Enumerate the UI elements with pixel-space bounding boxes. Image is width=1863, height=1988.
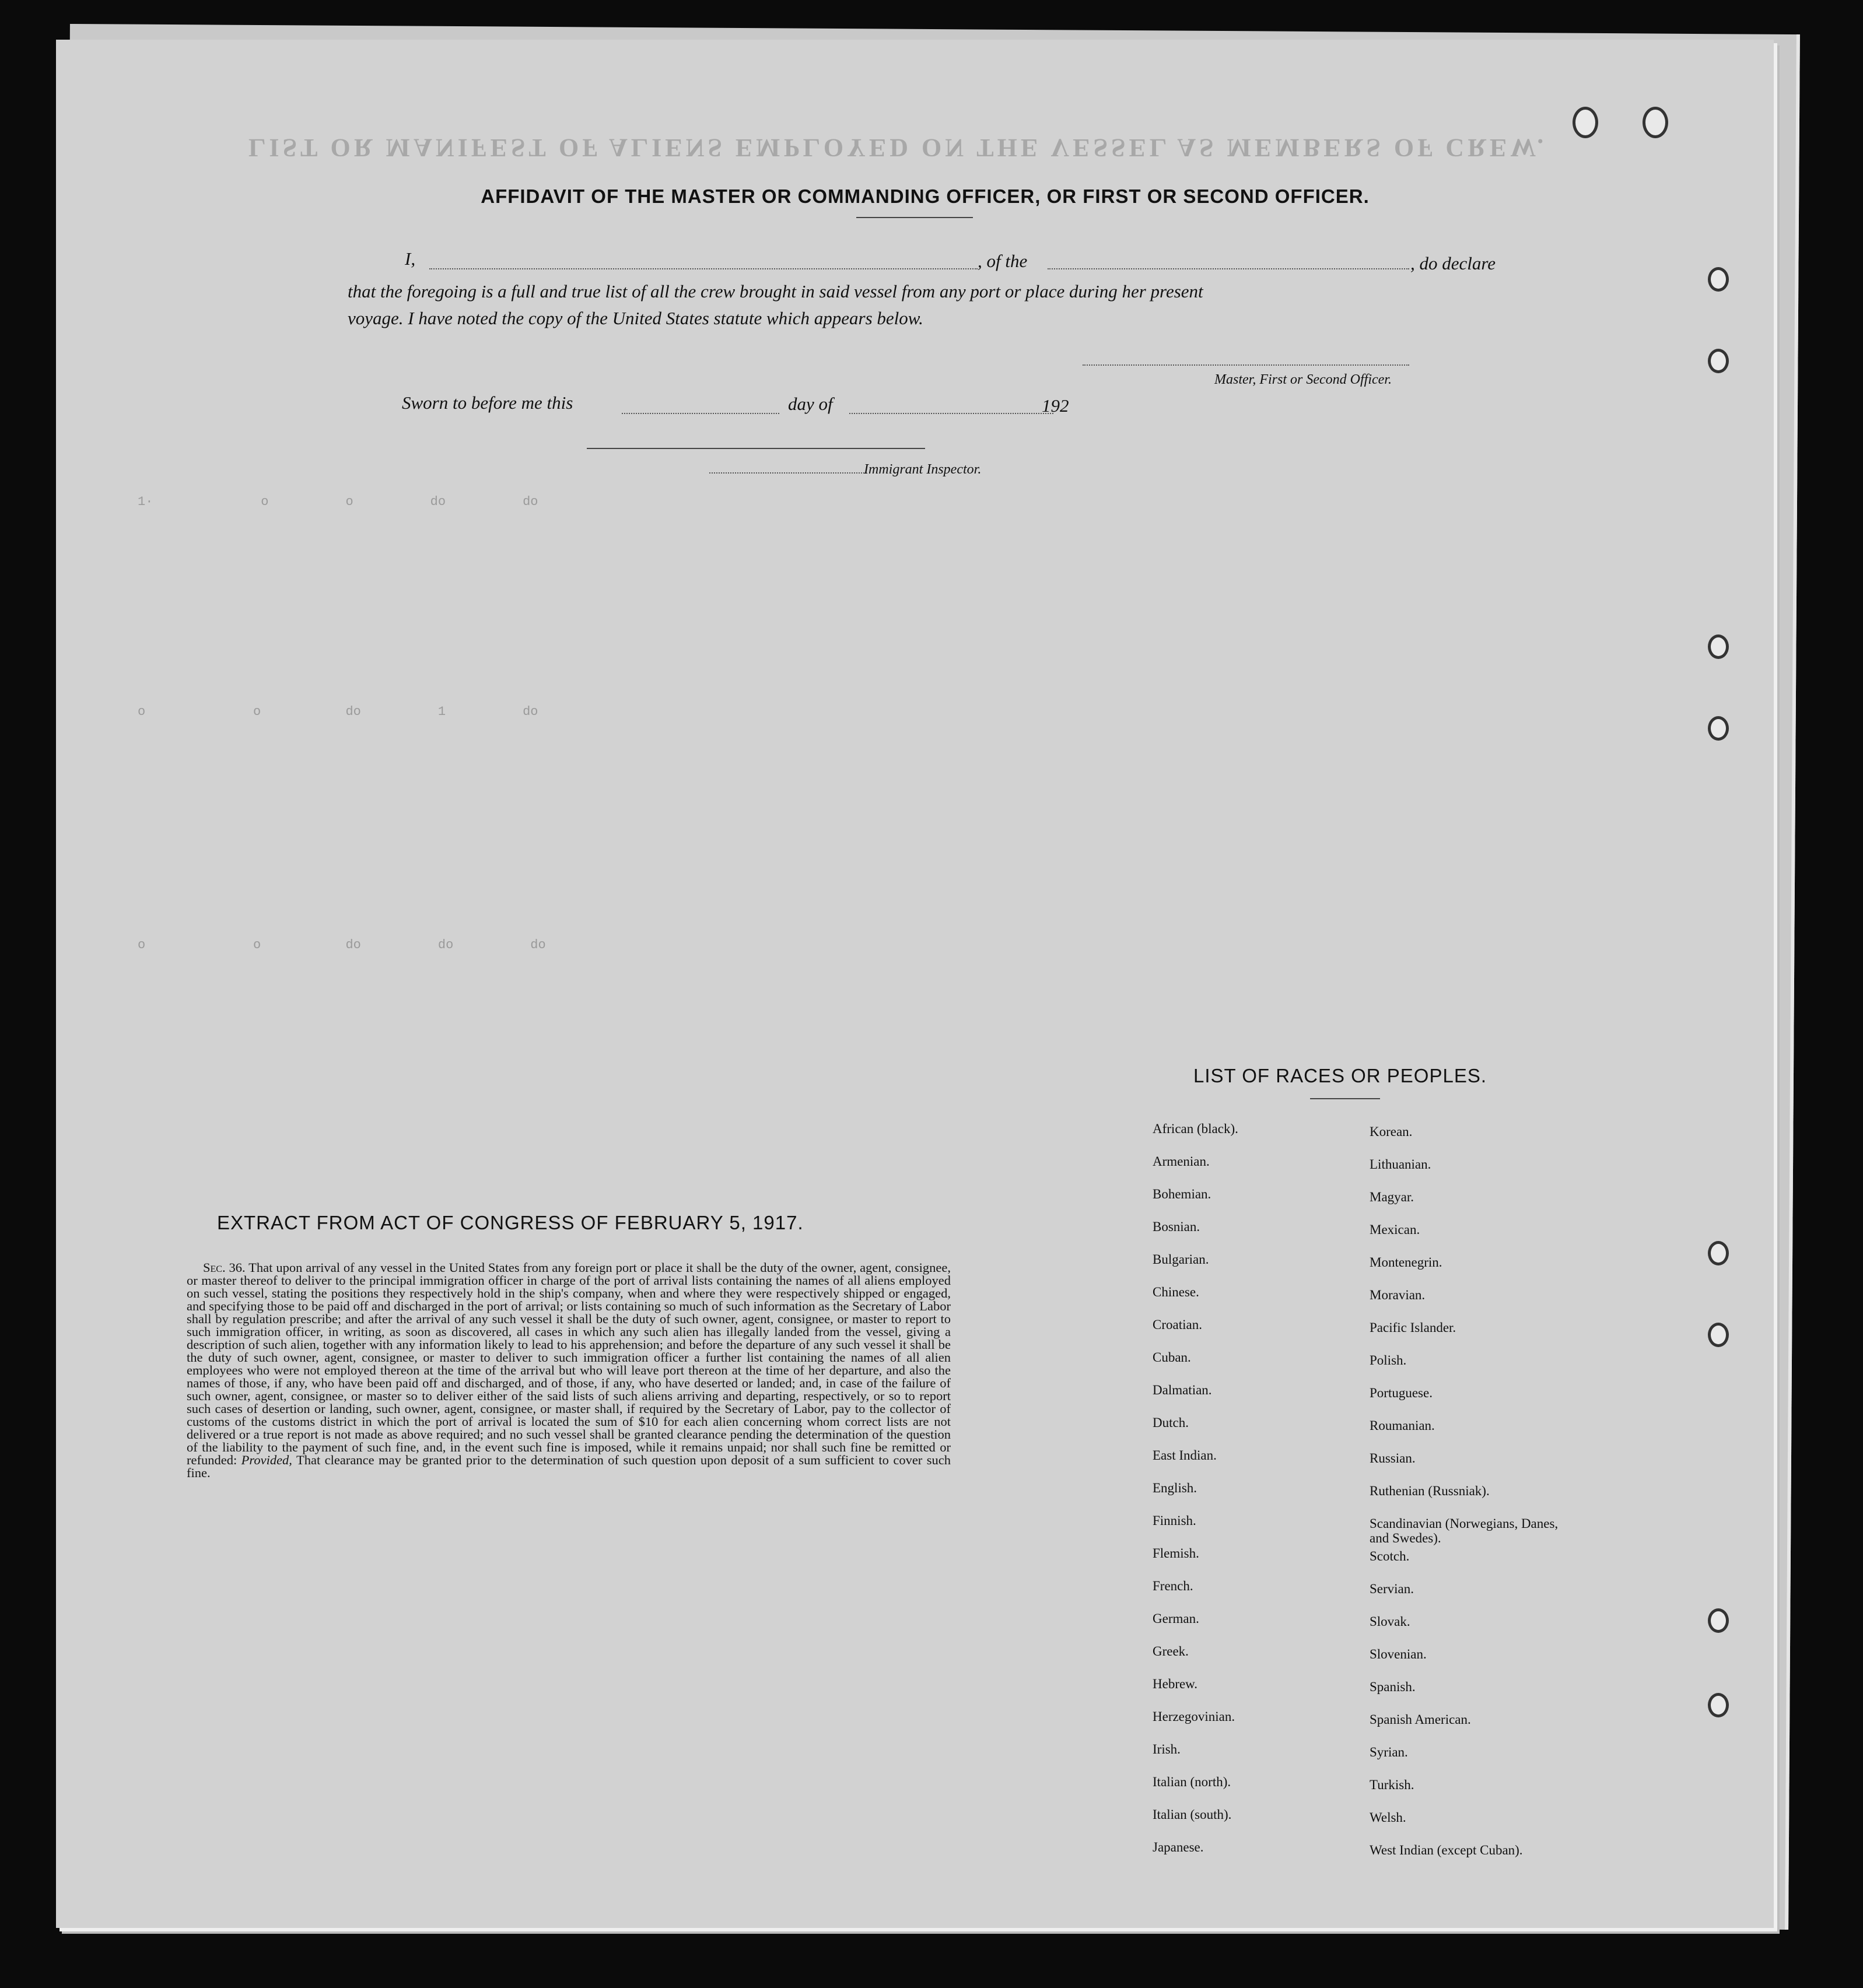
- race-item: Irish.: [1153, 1742, 1181, 1756]
- races-title-underline: [1310, 1098, 1380, 1099]
- punch-hole: [1708, 1241, 1729, 1265]
- race-item: French.: [1153, 1579, 1193, 1593]
- race-item: Roumanian.: [1370, 1418, 1435, 1433]
- race-item: Greek.: [1153, 1644, 1189, 1659]
- extract-title: EXTRACT FROM ACT OF CONGRESS OF FEBRUARY 5, 1917.: [217, 1212, 804, 1233]
- name-blank[interactable]: [429, 268, 978, 269]
- title-underline: [856, 217, 973, 218]
- race-item: Lithuanian.: [1370, 1157, 1431, 1172]
- race-item: Cuban.: [1153, 1350, 1191, 1365]
- race-item: Japanese.: [1153, 1840, 1204, 1854]
- race-item: English.: [1153, 1481, 1197, 1495]
- extract-text-part-2: That clearance may be granted prior to the determination of such question upon deposit of a sum sufficient to cover such fine.: [187, 1453, 951, 1480]
- race-item: Syrian.: [1370, 1745, 1408, 1759]
- race-item: Korean.: [1370, 1124, 1413, 1139]
- punch-hole: [1708, 1693, 1729, 1717]
- affidavit-title: AFFIDAVIT OF THE MASTER OR COMMANDING OFFICER, OR FIRST OR SECOND OFFICER.: [481, 185, 1370, 207]
- punch-hole: [1708, 1323, 1729, 1347]
- day-of-label: day of: [788, 394, 833, 414]
- races-title: LIST OF RACES OR PEOPLES.: [1193, 1065, 1487, 1086]
- section-label: Sec. 36.: [203, 1260, 246, 1275]
- race-item: East Indian.: [1153, 1448, 1217, 1463]
- race-item: Pacific Islander.: [1370, 1320, 1456, 1335]
- race-item: Italian (south).: [1153, 1807, 1232, 1822]
- race-item: Russian.: [1370, 1451, 1416, 1465]
- proviso-label: Provided,: [241, 1453, 292, 1467]
- inspector-label: Immigrant Inspector.: [864, 462, 982, 477]
- race-item: Turkish.: [1370, 1777, 1414, 1792]
- race-item: Slovak.: [1370, 1614, 1410, 1629]
- race-item: Magyar.: [1370, 1190, 1414, 1204]
- race-item: Moravian.: [1370, 1288, 1426, 1302]
- master-signature-label: Master, First or Second Officer.: [1214, 372, 1392, 387]
- affidavit-line-2: that the foregoing is a full and true list of all the crew brought in said vessel from any port or place during her present: [348, 281, 1203, 301]
- race-item: German.: [1153, 1611, 1199, 1626]
- inspector-dotted-line: [709, 472, 867, 474]
- punch-hole: [1708, 716, 1729, 741]
- race-item: African (black).: [1153, 1121, 1238, 1136]
- race-item: Bosnian.: [1153, 1219, 1200, 1234]
- punch-hole: [1643, 107, 1668, 138]
- race-item: Bohemian.: [1153, 1187, 1211, 1201]
- race-item: Montenegrin.: [1370, 1255, 1442, 1270]
- punch-hole: [1708, 349, 1729, 373]
- extract-body: [187, 1261, 951, 1479]
- races-left-column: [1153, 1121, 1238, 1873]
- race-item: Slovenian.: [1370, 1647, 1427, 1661]
- race-item: Spanish.: [1370, 1680, 1416, 1694]
- race-item: Portuguese.: [1370, 1386, 1433, 1400]
- race-item: Bulgarian.: [1153, 1252, 1209, 1267]
- affidavit-line-3: voyage. I have noted the copy of the United States statute which appears below.: [348, 308, 923, 328]
- race-item: Scandinavian (Norwegians, Danes, and Swedes).: [1370, 1516, 1559, 1545]
- race-item: West Indian (except Cuban).: [1370, 1843, 1523, 1857]
- punch-hole: [1708, 267, 1729, 292]
- race-item: Chinese.: [1153, 1285, 1199, 1299]
- punch-hole: [1573, 107, 1598, 138]
- race-item: Dutch.: [1153, 1415, 1189, 1430]
- race-item: Polish.: [1370, 1353, 1407, 1368]
- bleed-through-marks: o o do do do: [138, 938, 546, 952]
- race-item: Ruthenian (Russniak).: [1370, 1484, 1490, 1498]
- races-right-column: [1370, 1124, 1615, 1875]
- master-signature-line[interactable]: [1083, 364, 1409, 366]
- year-label: 192: [1042, 395, 1069, 416]
- affidavit-i-label: I,: [405, 248, 416, 269]
- race-item: Herzegovinian.: [1153, 1709, 1235, 1724]
- bleed-through-marks: 1· o o do do: [138, 495, 538, 509]
- race-item: Spanish American.: [1370, 1712, 1471, 1727]
- bleed-through-heading: LIST OR MANIFEST OF ALIENS EMPLOYED ON THE VESSEL AS MEMBERS OF CREW.: [248, 134, 1547, 162]
- race-item: Hebrew.: [1153, 1677, 1198, 1691]
- manifest-page: [56, 40, 1774, 1928]
- sworn-label: Sworn to before me this: [402, 392, 573, 413]
- bleed-through-marks: o o do 1 do: [138, 704, 538, 719]
- race-item: Croatian.: [1153, 1317, 1202, 1332]
- do-declare-label: , do declare: [1410, 253, 1496, 274]
- inspector-signature-line[interactable]: [587, 448, 925, 449]
- race-item: Finnish.: [1153, 1513, 1196, 1528]
- race-item: Flemish.: [1153, 1546, 1199, 1561]
- race-item: Mexican.: [1370, 1222, 1420, 1237]
- race-item: Italian (north).: [1153, 1775, 1231, 1789]
- race-item: Welsh.: [1370, 1810, 1406, 1825]
- extract-text-part-1: That upon arrival of any vessel in the United States from any foreign port or place it shall be the duty of the owner, agent, consignee, or master thereof to deliver to the principal immigration officer in charge of the port of arrival lists containing the names of all aliens employed on such vessel, stating the positions they respectively hold in the ship's company, when and where they were respectively shipped or engaged, and specifying those to be paid off and discharged in the port of arrival; or lists containing so much of such information as the Secretary of Labor shall by regulation prescribe; and after the arrival of any such vessel it shall be the duty of such owner, agent, consignee, or master to report to such immigration officer, in writing, as soon as discovered, all cases in which any such alien has illegally landed from the vessel, giving a description of such alien, together with any information likely to lead to his apprehension; and before the departure of any such vessel it shall be the duty of such owner, agent, consignee, or master to deliver to such immigration officer a further list containing the names of all alien employees who were not employed thereon at the time of the arrival but who will leave port thereon at the time of her departure, and also the names of those, if any, who have been paid off and discharged, and of those, if any, who have deserted or landed; and, in case of the failure of such owner, agent, consignee, or master so to deliver either of the said lists of such aliens arriving and departing, respectively, or so to report such cases of desertion or landing, such owner, agent, consignee, or master shall, if required by the Secretary of Labor, pay to the collector of customs of the customs district in which the port of arrival is located the sum of $10 for each alien concerning whom correct lists are not delivered or a true report is not made as above required; and no such vessel shall be granted clearance pending the determination of the question of the liability to the payment of such fine, and, in the event such fine is imposed, while it remains unpaid; nor shall such fine be remitted or refunded:: [187, 1260, 951, 1467]
- sworn-day-blank[interactable]: [622, 413, 779, 414]
- race-item: Armenian.: [1153, 1154, 1210, 1169]
- race-item: Servian.: [1370, 1582, 1414, 1596]
- of-the-label: , of the: [978, 251, 1028, 271]
- punch-hole: [1708, 1608, 1729, 1633]
- punch-hole: [1708, 634, 1729, 659]
- race-item: Dalmatian.: [1153, 1383, 1212, 1397]
- race-item: Scotch.: [1370, 1549, 1410, 1563]
- sworn-month-blank[interactable]: [849, 413, 1053, 414]
- vessel-blank[interactable]: [1048, 268, 1409, 269]
